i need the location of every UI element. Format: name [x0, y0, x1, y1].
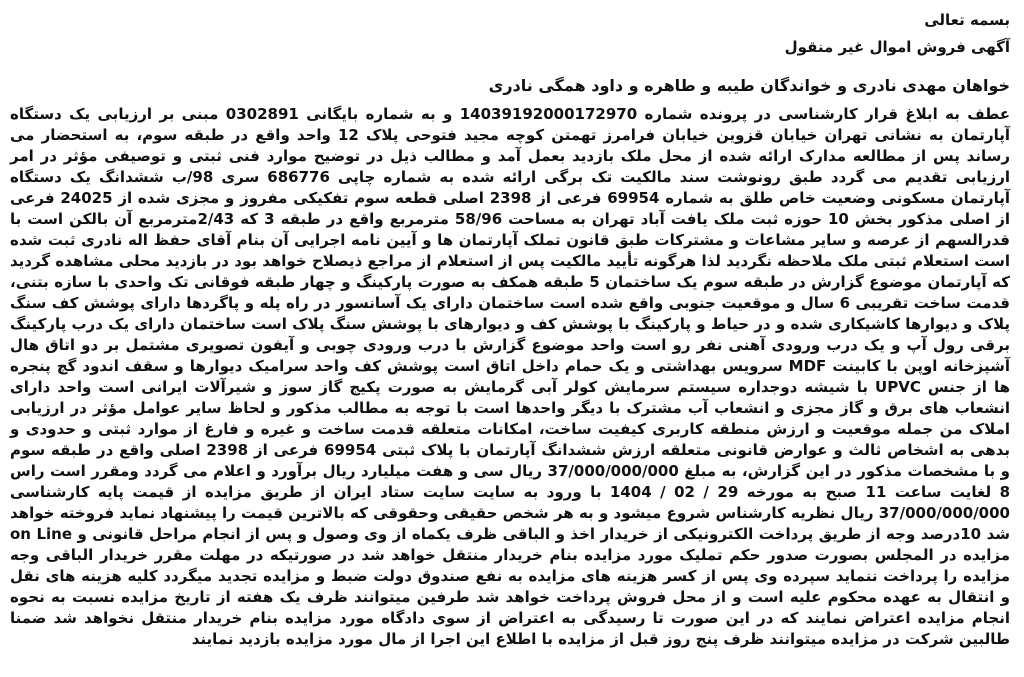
bismillah-heading: بسمه تعالی — [924, 11, 1010, 29]
notice-body: عطف به ابلاغ قرار کارشناسی در پرونده شماره 14039192000172970 و به شماره بایگانی 0302891 مبنی بر ارزیابی یک دستگاه آپارتمان به نشانی تهران خیابان قزوین خیابان فرامرز تهمتن کوچه مجید فتوحی پلاک 12 واحد واقع در طبقه سوم، به استحضار می رساند پس از مطالعه مدارک ارائه شده از محل ملک بازدید بعمل آمد و مطالب ذیل در توضیح موارد فنی ثبتی و توصیفی مؤثر در امر ارزیابی تقدیم می گردد طبق رونوشت سند مالکیت تک برگی ارائه شده به شماره چاپی 686776 سری 98/ب ششدانگ یک دستگاه آپارتمان مسکونی وضعیت خاص طلق به شماره 69954 فرعی از 2398 اصلی قطعه سوم تفکیکی مفروز و مجزی شده از 24025 فرعی از اصلی مذکور بخش 10 حوزه ثبت ملک یافت آباد تهران به مساحت 58/96 مترمربع واقع در طبقه 3 که 2/43مترمربع آن بالکن است با قدرالسهم از عرصه و سایر مشاعات و مشترکات طبق قانون تملک آپارتمان ها و آیین نامه اجرایی آن بنام آقای حفظ اله نادری ثبت شده است استعلام ثبتی ملک ملاحظه نگردید لذا هرگونه تأیید مالکیت پس از استعلام از مراجع ذیصلاح خواهد بود در بازدید محلی مشاهده گردید که آپارتمان موضوع گزارش در طبقه سوم یک ساختمان 5 طبقه همکف به صورت پارکینگ و چهار طبقه فوقانی تک واحدی با سازه بتنی، قدمت ساخت تقریبی 6 سال و موقعیت جنوبی واقع شده است ساختمان دارای یک آسانسور در راه پله و پاگردها دارای پوشش کف سنگ پلاک و دیوارها کاشیکاری شده و در حیاط و پارکینگ با پوشش کف و دیوارهای با پوشش سنگ پلاک است ساختمان دارای یک درب پارکینگ برقی رول آپ و یک درب ورودی آهنی نفر رو است واحد موضوع گزارش با درب ورودی چوبی و آیفون تصویری مشتمل بر دو اتاق هال آشپزخانه اوپن با کابینت MDF سرویس بهداشتی و یک حمام داخل اتاق است پوشش کف واحد سرامیک دیوارها و سقف اندود گچ پنجره ها از جنس UPVC با شیشه دوجداره سیستم سرمایش کولر آبی گرمایش به صورت پکیج گاز سوز و شیرآلات ایرانی است واحد دارای انشعاب های برق و گاز مجزی و انشعاب آب مشترک با دیگر واحدها است با توجه به مطالب مذکور و لحاظ سایر عوامل مؤثر در ارزیابی املاک من جمله موقعیت و ارزش منطقه کاربری کیفیت ساخت، امکانات متعلقه قدمت ساخت و غیره و فارغ از موارد ثبتی و حدودی و بدهی به اشخاص ثالث و عوارض قانونی متعلقه ارزش ششدانگ آپارتمان با پلاک ثبتی 69954 فرعی از 2398 اصلی واقع در طبقه سوم و با مشخصات مذکور در این گزارش، به مبلغ 37/000/000/000 ریال سی و هفت میلیارد ریال برآورد و اعلام می گردد ومقرر است راس 8 لغایت ساعت 11 صبح به مورخه 29 / 02 / 1404 با ورود به سایت سایت ستاد ایران از طریق مزایده از قیمت پایه کارشناسی 37/000/000/000 ریال نظریه کارشناس شروع میشود و به هر شخص حقیقی وحقوقی که بالاترین قیمت را پیشنهاد نماید فروخته خواهد شد 10درصد وجه از طریق پرداخت الکترونیکی از خریدار اخذ و الباقی ظرف یکماه از وی وصول و پس از انجام مراحل قانونی و on Line مزایده در المجلس بصورت صدور حکم تملیک مورد مزایده بنام خریدار منتقل خواهد شد در صورتیکه در مهلت مقرر خریدار الباقی وجه مزایده را پرداخت ننماید سپرده وی پس از کسر هزینه های مزایده به نفع صندوق دولت ضبط و مزایده تجدید میگردد کلیه هزینه های نقل و انتقال به عهده محکوم علیه است و از محل فروش پرداخت خواهد شد طرفین میتوانند ظرف یک هفته از تاریخ مزایده نسبت به نحوه انجام مزایده اعتراض نمایند که در این صورت تا رسیدگی به اعتراض از سوی دادگاه مورد مزایده بنام خریدار منتقل نخواهد شد ضمنا طالبین شرکت در مزایده میتوانند ظرف پنج روز قبل از مزایده با اطلاع این اجرا از مال مورد مزایده بازدید نمایند — [10, 105, 1011, 648]
notice-title: آگهی فروش اموال غیر منقول — [784, 38, 1010, 56]
applicants-line: خواهان مهدی نادری و خواندگان طیبه و طاهره و داود همگی نادری — [488, 76, 1010, 95]
